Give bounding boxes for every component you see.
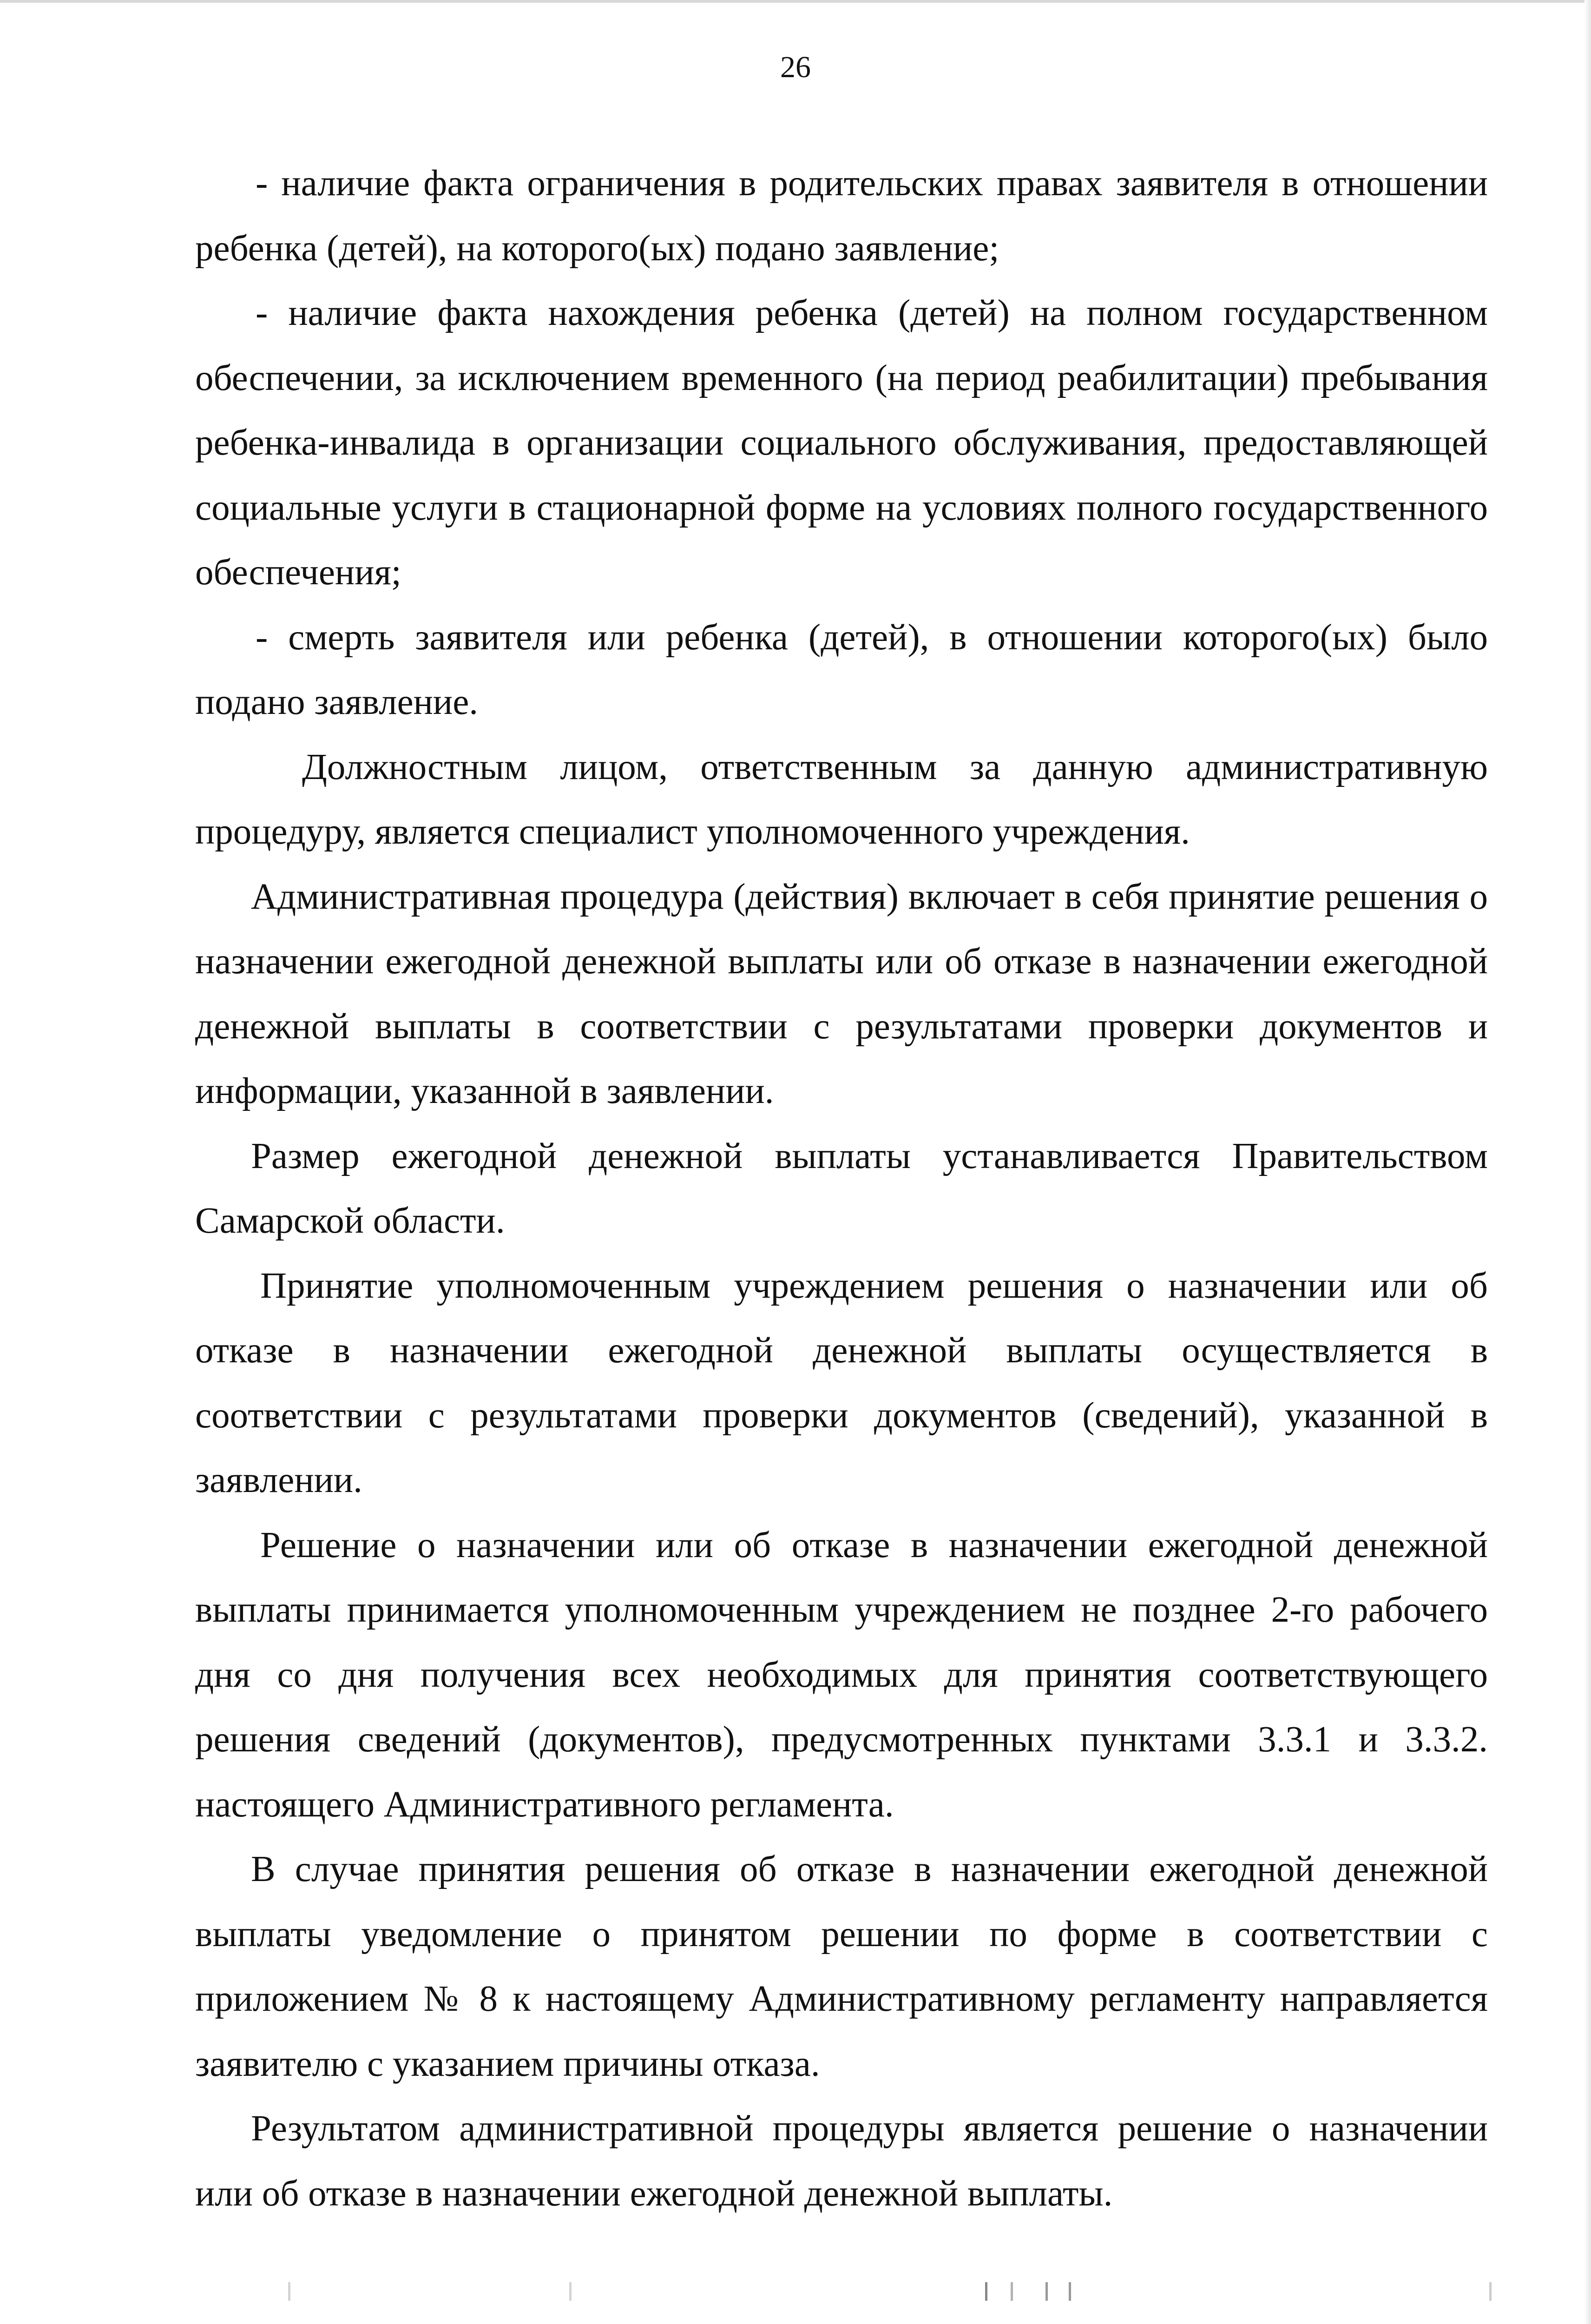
scan-artifacts xyxy=(0,2282,1591,2310)
paragraph-restriction-of-parental-rights: - наличие факта ограничения в родительских правах заявителя в отношении ребенка (детей), на которого(ых) подано заявление; xyxy=(195,163,1488,269)
scan-speck xyxy=(1069,2282,1071,2301)
scan-top-edge xyxy=(0,0,1591,3)
scan-speck xyxy=(985,2282,987,2301)
scan-speck xyxy=(288,2282,290,2301)
paragraph-decision-deadline: Решение о назначении или об отказе в назначении ежегодной денежной выплаты принимается уполномоченным учреждением не позднее 2-го рабочего дня со дня получения всех необходимых для принятия соответствующего решения сведений (документов), предусмотренных пунктами 3.3.1 и 3.3.2. настоящего Административного регламента. xyxy=(195,1525,1488,1825)
scan-speck xyxy=(1045,2282,1048,2301)
scan-speck xyxy=(1489,2282,1492,2301)
paragraph-full-state-support: - наличие факта нахождения ребенка (детей) на полном государственном обеспечении, за исключением временного (на период реабилитации) пребывания ребенка-инвалида в организации социального обслуживания, предоставляющей социальные услуги в стационарной форме на условиях полного государственного обеспечения; xyxy=(195,293,1488,593)
scan-speck xyxy=(1011,2282,1013,2301)
paragraph-procedure-result: Результатом административной процедуры является решение о назначении или об отказе в назначении ежегодной денежной выплаты. xyxy=(195,2108,1488,2214)
paragraph-payment-amount: Размер ежегодной денежной выплаты устанавливается Правительством Самарской области. xyxy=(195,1136,1488,1241)
scan-right-edge xyxy=(1584,0,1591,2324)
paragraph-procedure-includes: Административная процедура (действия) включает в себя принятие решения о назначении ежегодной денежной выплаты или об отказе в назначении ежегодной денежной выплаты в соответствии с результатами проверки документов и информации, указанной в заявлении. xyxy=(195,876,1488,1111)
paragraph-decision-basis: Принятие уполномоченным учреждением решения о назначении или об отказе в назначении ежегодной денежной выплаты осуществляется в соответствии с результатами проверки документов (сведений), указанной в заявлении. xyxy=(195,1265,1488,1500)
document-body xyxy=(195,151,1488,2226)
paragraph-responsible-official: Должностным лицом, ответственным за данную административную процедуру, является специалист уполномоченного учреждения. xyxy=(195,746,1488,852)
page-number: 26 xyxy=(780,50,811,84)
paragraph-death-of-applicant: - смерть заявителя или ребенка (детей), в отношении которого(ых) было подано заявление. xyxy=(195,617,1488,722)
paragraph-refusal-notification: В случае принятия решения об отказе в назначении ежегодной денежной выплаты уведомление о принятом решении по форме в соответствии с приложением № 8 к настоящему Административному регламенту направляется заявителю с указанием причины отказа. xyxy=(195,1849,1488,2084)
scan-speck xyxy=(569,2282,572,2301)
